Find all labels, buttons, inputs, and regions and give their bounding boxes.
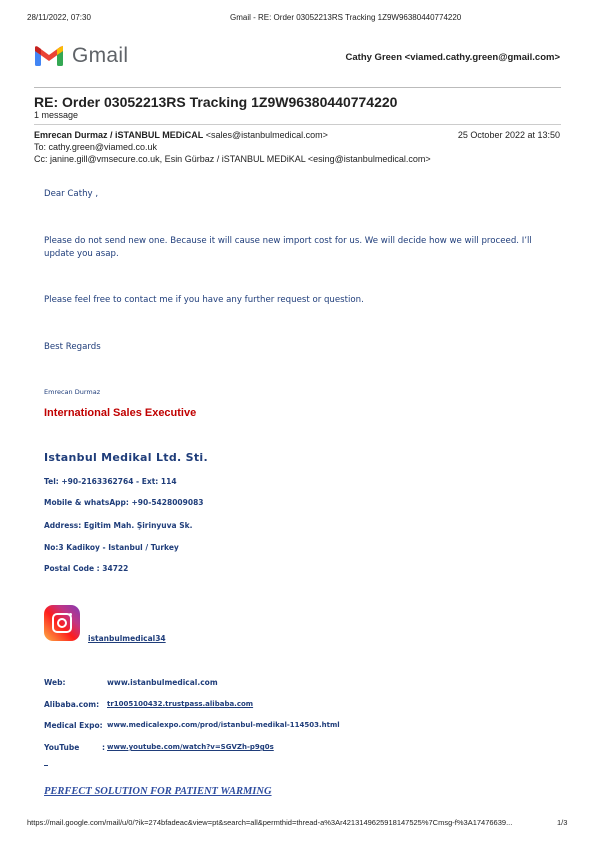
signature-tel: Tel: +90-2163362764 - Ext: 114 bbox=[44, 477, 177, 486]
message-count: 1 message bbox=[34, 110, 79, 120]
account-email: Cathy Green <viamed.cathy.green@gmail.com> bbox=[345, 52, 560, 63]
youtube-link[interactable]: www.youtube.com/watch?v=SGVZh-p9g0s bbox=[107, 743, 274, 751]
thread-divider bbox=[34, 124, 561, 125]
youtube-colon: : bbox=[102, 743, 105, 752]
body-paragraph-1: Please do not send new one. Because it will cause new import cost for us. We will decide how we will proceed. I’ll update you asap. bbox=[44, 236, 532, 259]
sender-name: Emrecan Durmaz / iSTANBUL MEDiCAL bbox=[34, 130, 204, 140]
signature-title: International Sales Executive bbox=[44, 407, 197, 419]
gmail-logo-text: Gmail bbox=[72, 44, 129, 67]
signature-postal: Postal Code : 34722 bbox=[44, 564, 129, 573]
thread-subject: RE: Order 03052213RS Tracking 1Z9W96380440774220 bbox=[34, 94, 398, 110]
signature-mobile: Mobile & whatsApp: +90-5428009083 bbox=[44, 498, 204, 507]
sender-email: <sales@istanbulmedical.com> bbox=[205, 130, 328, 140]
signature-address: Address: Egitim Mah. Şirinyuva Sk. bbox=[44, 521, 193, 530]
message-sender bbox=[34, 130, 328, 140]
gmail-logo-icon bbox=[34, 44, 64, 68]
message-date: 25 October 2022 at 13:50 bbox=[457, 130, 560, 140]
body-paragraph-2: Please feel free to contact me if you have any further request or question. bbox=[44, 295, 364, 305]
print-url: https://mail.google.com/mail/u/0/?ik=274bfadeac&view=pt&search=all&permthid=thread-a%3Ar4213149625918147525%7Cmsg-f%3A17476639... bbox=[27, 818, 513, 827]
signature-name: Emrecan Durmaz bbox=[44, 388, 101, 396]
print-datetime: 28/11/2022, 07:30 bbox=[27, 13, 91, 22]
expo-link[interactable]: www.medicalexpo.com/prod/istanbul-medikal-114503.html bbox=[107, 721, 340, 729]
youtube-label: YouTube bbox=[44, 743, 80, 752]
divider-dash bbox=[44, 765, 48, 766]
print-title: Gmail - RE: Order 03052213RS Tracking 1Z9W96380440774220 bbox=[230, 13, 462, 22]
instagram-link[interactable]: istanbulmedical34 bbox=[88, 634, 166, 643]
signature-company: Istanbul Medikal Ltd. Sti. bbox=[44, 451, 208, 464]
page-number: 1/3 bbox=[557, 818, 568, 827]
alibaba-link[interactable]: tr1005100432.trustpass.alibaba.com bbox=[107, 700, 254, 708]
closing: Best Regards bbox=[44, 342, 101, 352]
greeting: Dear Cathy , bbox=[44, 189, 99, 199]
banner-link[interactable]: PERFECT SOLUTION FOR PATIENT WARMING bbox=[44, 786, 272, 797]
message-cc: Cc: janine.gill@vmsecure.co.uk, Esin Gürbaz / iSTANBUL MEDiKAL <esing@istanbulmedical.com> bbox=[34, 154, 431, 164]
header-divider bbox=[34, 87, 561, 88]
signature-address-2: No:3 Kadikoy - Istanbul / Turkey bbox=[44, 543, 179, 552]
web-label: Web: bbox=[44, 678, 66, 687]
message-to: To: cathy.green@viamed.co.uk bbox=[34, 142, 158, 152]
expo-label: Medical Expo: bbox=[44, 721, 103, 730]
instagram-icon[interactable] bbox=[44, 605, 80, 641]
web-value[interactable]: www.istanbulmedical.com bbox=[107, 678, 218, 687]
alibaba-label: Alibaba.com: bbox=[44, 700, 100, 709]
